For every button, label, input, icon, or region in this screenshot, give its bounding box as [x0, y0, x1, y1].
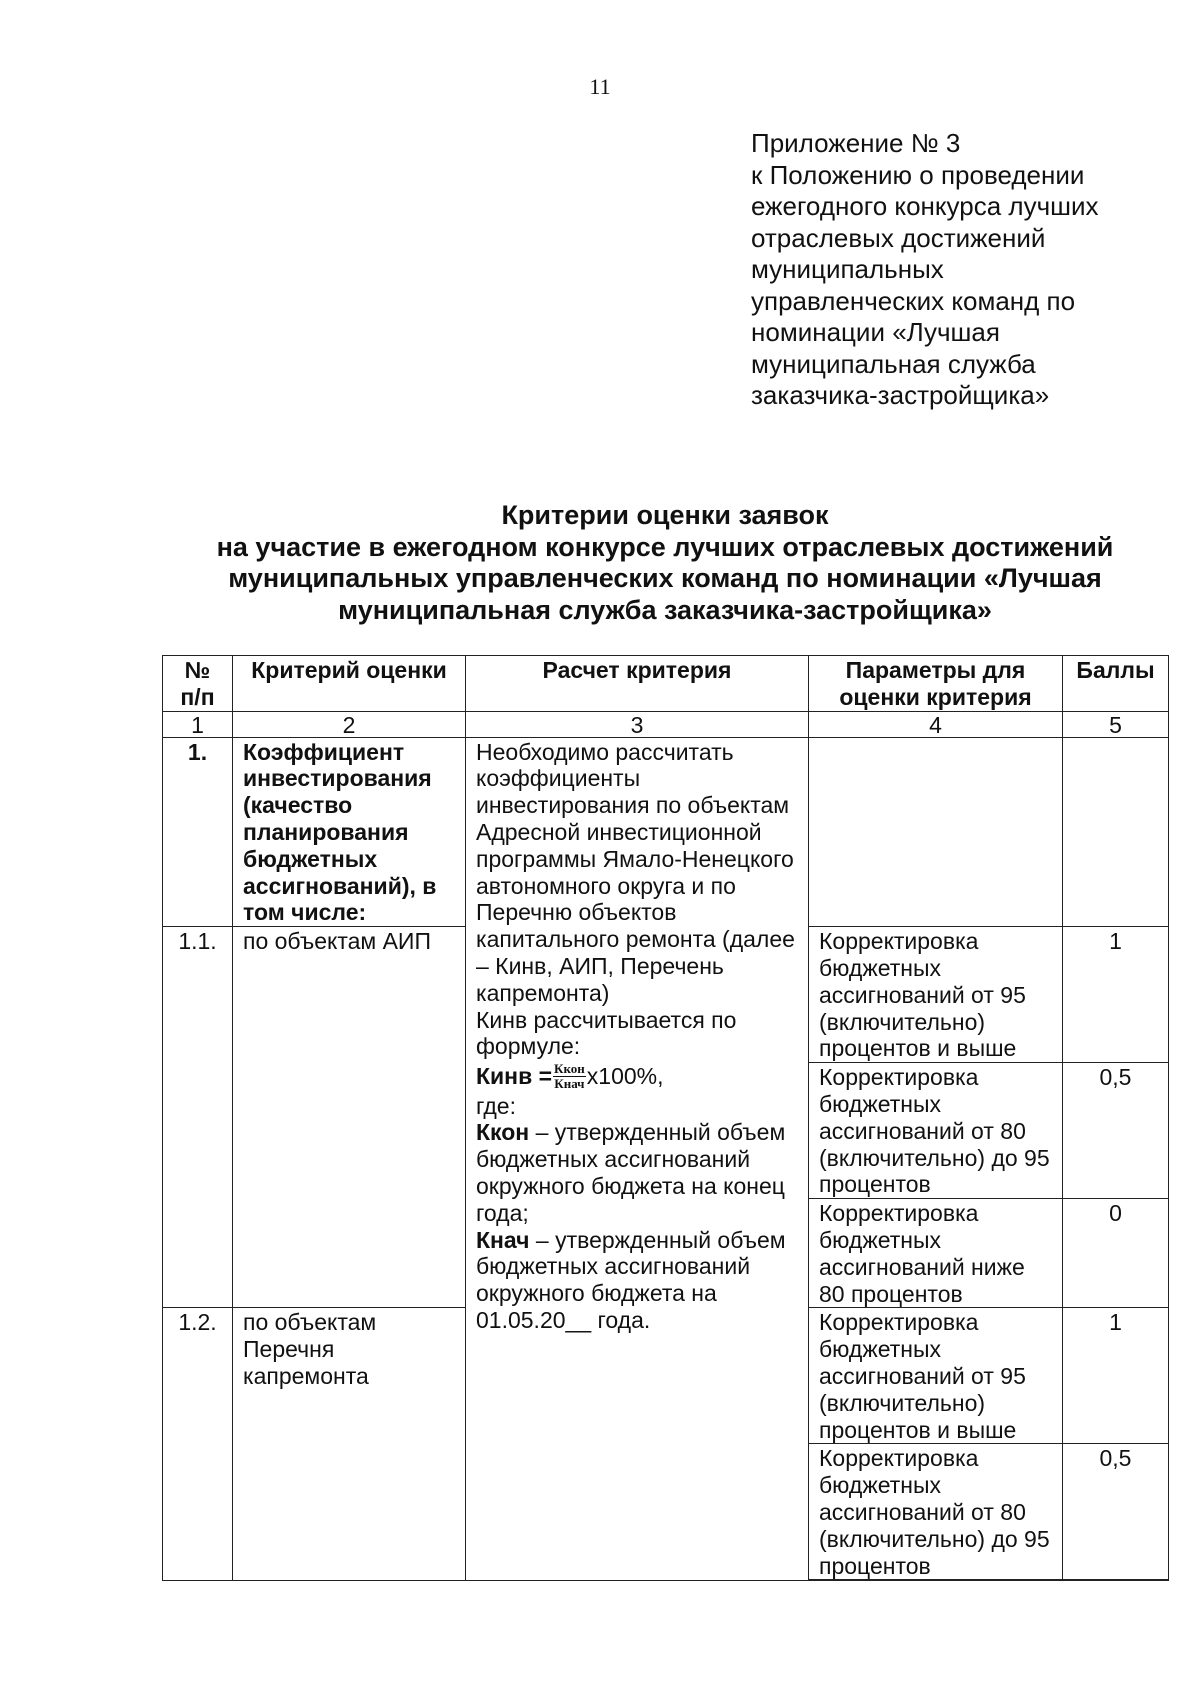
header-cell-parameters: Параметры для оценки критерия [809, 656, 1063, 712]
annex-line: Приложение № 3 [751, 128, 961, 158]
annex-line: муниципальная служба [751, 348, 1036, 379]
params-cell: Корректировка бюджетных ассигнований от 95 (включительно) процентов и выше [809, 1308, 1063, 1444]
knach-definition [476, 1227, 798, 1334]
header-cell-calculation: Расчет критерия [466, 656, 809, 712]
column-number-cell: 5 [1063, 711, 1169, 737]
column-number-cell: 1 [163, 711, 233, 737]
title-line: муниципальных управленческих команд по номинации «Лучшая [228, 563, 1102, 593]
column-number-row [163, 711, 1169, 737]
score-cell: 1 [1063, 927, 1169, 1063]
calculation-cell [466, 737, 809, 1581]
criterion-cell: по объектам АИП [233, 927, 466, 1308]
score-cell-empty [1063, 1580, 1169, 1581]
formula-denominator: Кнач [554, 1075, 585, 1091]
column-number-cell: 2 [233, 711, 466, 737]
header-cell-score: Баллы [1063, 656, 1169, 712]
annex-line: номинации «Лучшая [751, 317, 1000, 347]
knach-term: Кнач [476, 1226, 530, 1253]
row-number: 1.1. [163, 927, 233, 1308]
criterion-cell: по объектам Перечня капремонта [233, 1308, 466, 1581]
formula-fraction [553, 1062, 586, 1091]
formula-label: Кинв = [476, 1063, 553, 1090]
params-cell-empty [809, 1580, 1063, 1581]
formula-numerator: Ккон [554, 1060, 585, 1076]
table-header-row [163, 656, 1169, 712]
annex-line: управленческих команд по [751, 285, 1076, 316]
calculation-intro: Необходимо рассчитать коэффициенты инвестирования по объектам Адресной инвестиционной программы Ямало-Ненецкого автономного округа и по Перечню объектов капитального ремонта (далее – Кинв, АИП, Перечень капремонта) [476, 738, 795, 1006]
kkon-text: – утвержденный объем бюджетных ассигнований окружного бюджета на конец года; [476, 1119, 786, 1226]
criterion-cell: Коэффициент инвестирования (качество планирования бюджетных ассигнований), в том числе: [233, 737, 466, 927]
formula-tail: х100%, [586, 1063, 664, 1090]
params-cell: Корректировка бюджетных ассигнований от 80 (включительно) до 95 процентов [809, 1444, 1063, 1580]
annex-heading [751, 128, 1171, 412]
kkon-definition [476, 1119, 798, 1226]
annex-line: к Положению о проведении [751, 159, 1085, 190]
formula-intro: Кинв рассчитывается по формуле: [476, 1006, 737, 1060]
score-cell: 0,5 [1063, 1444, 1169, 1580]
row-number: 1. [163, 737, 233, 927]
document-title [120, 500, 1200, 626]
annex-line: отраслевых достижений [751, 222, 1046, 253]
formula-where: где: [476, 1092, 516, 1119]
score-cell-empty [1063, 737, 1169, 927]
column-number-cell: 4 [809, 711, 1063, 737]
title-line: на участие в ежегодном конкурсе лучших отраслевых достижений [216, 531, 1114, 562]
params-cell-empty [809, 737, 1063, 927]
page-number: 11 [589, 74, 611, 99]
kkon-term: Ккон [476, 1119, 530, 1146]
title-line: муниципальная служба заказчика-застройщика» [338, 594, 992, 625]
header-cell-num: № п/п [163, 656, 233, 712]
score-cell: 1 [1063, 1308, 1169, 1444]
params-cell: Корректировка бюджетных ассигнований ниже 80 процентов [809, 1199, 1063, 1308]
params-cell: Корректировка бюджетных ассигнований от 95 (включительно) процентов и выше [809, 927, 1063, 1063]
header-cell-criterion: Критерий оценки [233, 656, 466, 712]
row-number: 1.2. [163, 1308, 233, 1581]
criteria-table [162, 655, 1169, 1581]
annex-line: муниципальных [751, 254, 944, 284]
params-cell: Корректировка бюджетных ассигнований от 80 (включительно) до 95 процентов [809, 1063, 1063, 1199]
title-line: Критерии оценки заявок [501, 500, 829, 530]
annex-line: ежегодного конкурса лучших [751, 191, 1099, 221]
annex-line: заказчика-застройщика» [751, 380, 1050, 410]
column-number-cell: 3 [466, 711, 809, 737]
formula [476, 1060, 798, 1092]
table-row [163, 737, 1169, 927]
score-cell: 0 [1063, 1199, 1169, 1308]
knach-text: – утвержденный объем бюджетных ассигнований окружного бюджета на 01.05.20__ года. [476, 1226, 786, 1333]
score-cell: 0,5 [1063, 1063, 1169, 1199]
